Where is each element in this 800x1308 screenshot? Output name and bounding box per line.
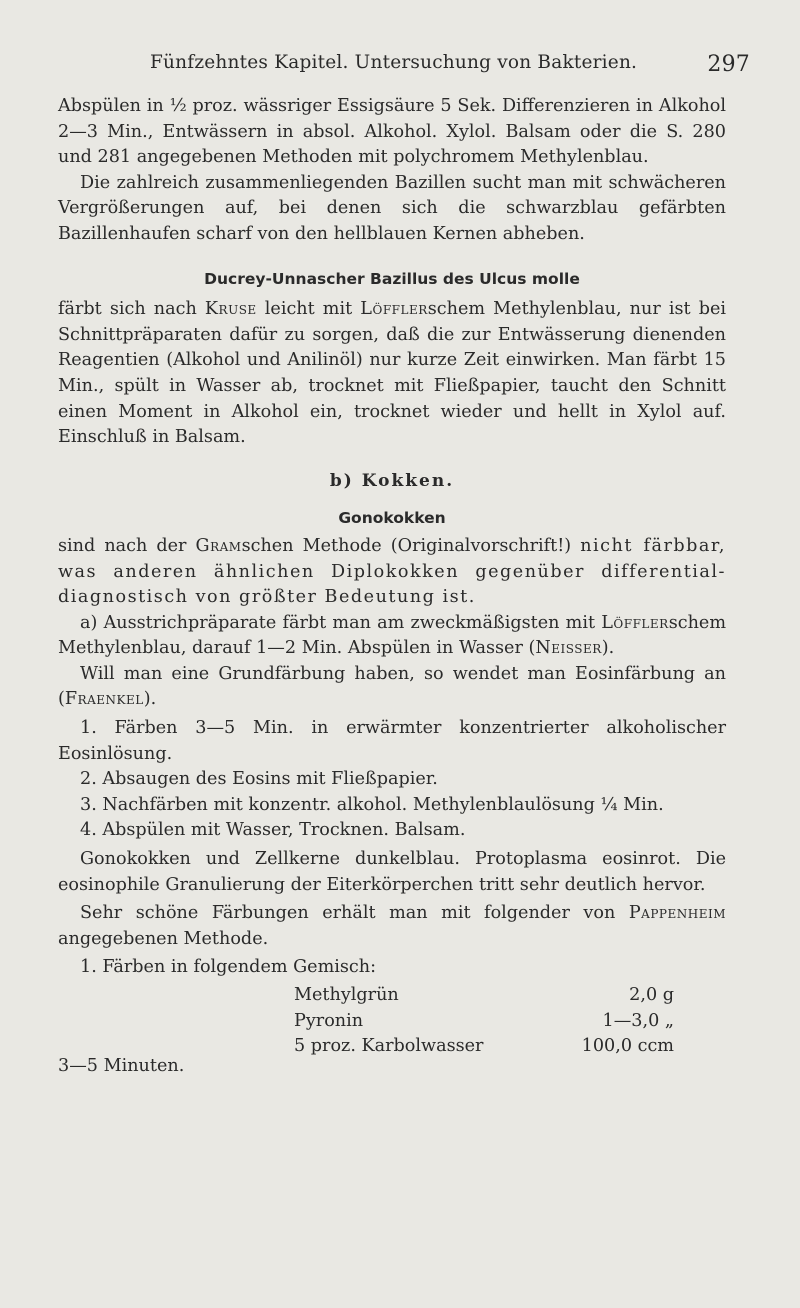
heading-gonokokken: Gonokokken: [338, 509, 446, 528]
step-item: 4. Abspülen mit Wasser, Trocknen. Balsam.: [80, 820, 466, 841]
paragraph-3: färbt sich nach Kruse leicht mit Löfflerschem Methylenblau, nur ist bei Schnittpräparaten dafür zu sorgen, daß die zur Entwässerung dienenden Reagentien (Alkohol und Anilinöl) nur kurze Zeit einwirken. Man färbt 15 Min., spült in Wasser ab, trocknet mit Fließpapier, taucht den Schnitt einen Moment in Alkohol ein, trocknet wieder und hellt in Xylol auf. Einschluß in Balsam.: [58, 299, 726, 448]
step-list: [58, 716, 726, 844]
step-item: 2. Absaugen des Eosins mit Fließpapier.: [80, 769, 438, 790]
heading-kokken: b) Kokken.: [329, 470, 455, 491]
mixture-row: 5 proz. Karbolwasser 100,0 ccm: [294, 1036, 674, 1057]
duration-note: 3—5 Minuten.: [58, 1055, 185, 1076]
running-head: [150, 52, 750, 77]
mixture-row: Methylgrün 2,0 g: [294, 985, 674, 1005]
step-item: 3. Nachfärben mit konzentr. alkohol. Methylenblaulösung ¼ Min.: [80, 794, 664, 815]
mixture-table: [294, 983, 674, 1060]
running-title: Fünfzehntes Kapitel. Untersuchung von Bakterien.: [150, 52, 638, 73]
paragraph-6: Will man eine Grundfärbung haben, so wendet man Eosinfärbung an (Fraenkel).: [58, 663, 726, 710]
page-number: 297: [707, 52, 750, 77]
mixture-row: Pyronin 1—3,0 „: [294, 1010, 674, 1031]
paragraph-1: Abspülen in ½ proz. wässriger Essigsäure 5 Sek. Differenzieren in Alkohol 2—3 Min., Entwässern in absol. Alkohol. Xylol. Balsam oder die S. 280 und 281 angegebenen Methoden mit polychromem Methylenblau.: [58, 96, 726, 168]
paragraph-7: Gonokokken und Zellkerne dunkelblau. Protoplasma eosinrot. Die eosinophile Granulierung der Eiterkörperchen tritt sehr deutlich hervor.: [58, 849, 726, 895]
step-item: 1. Färben 3—5 Min. in erwärmter konzentrierter alkoholischer Eosinlösung.: [58, 718, 726, 764]
paragraph-8: Sehr schöne Färbungen erhält man mit folgender von Pappenheim angegebenen Methode.: [58, 903, 726, 949]
page-body: [58, 94, 726, 1079]
paragraph-2: Die zahlreich zusammenliegenden Bazillen sucht man mit schwächeren Vergrößerungen auf, bei denen sich die schwarzblau gefärbten Bazillenhaufen scharf von den hellblauen Kernen abheben.: [58, 172, 726, 244]
heading-ducrey: Ducrey-Unnascher Bazillus des Ulcus molle: [204, 269, 580, 288]
step-mix: 1. Färben in folgendem Gemisch:: [80, 957, 377, 978]
paragraph-5: a) Ausstrichpräparate färbt man am zweckmäßigsten mit Löfflerschem Methylenblau, darauf 1—2 Min. Abspülen in Wasser (Neisser).: [58, 612, 726, 659]
paragraph-4: sind nach der Gramschen Methode (Originalvorschrift!) nicht färbbar, was anderen ähnlichen Diplokokken gegenüber differential-diagnostisch von größter Bedeutung ist.: [58, 535, 726, 608]
